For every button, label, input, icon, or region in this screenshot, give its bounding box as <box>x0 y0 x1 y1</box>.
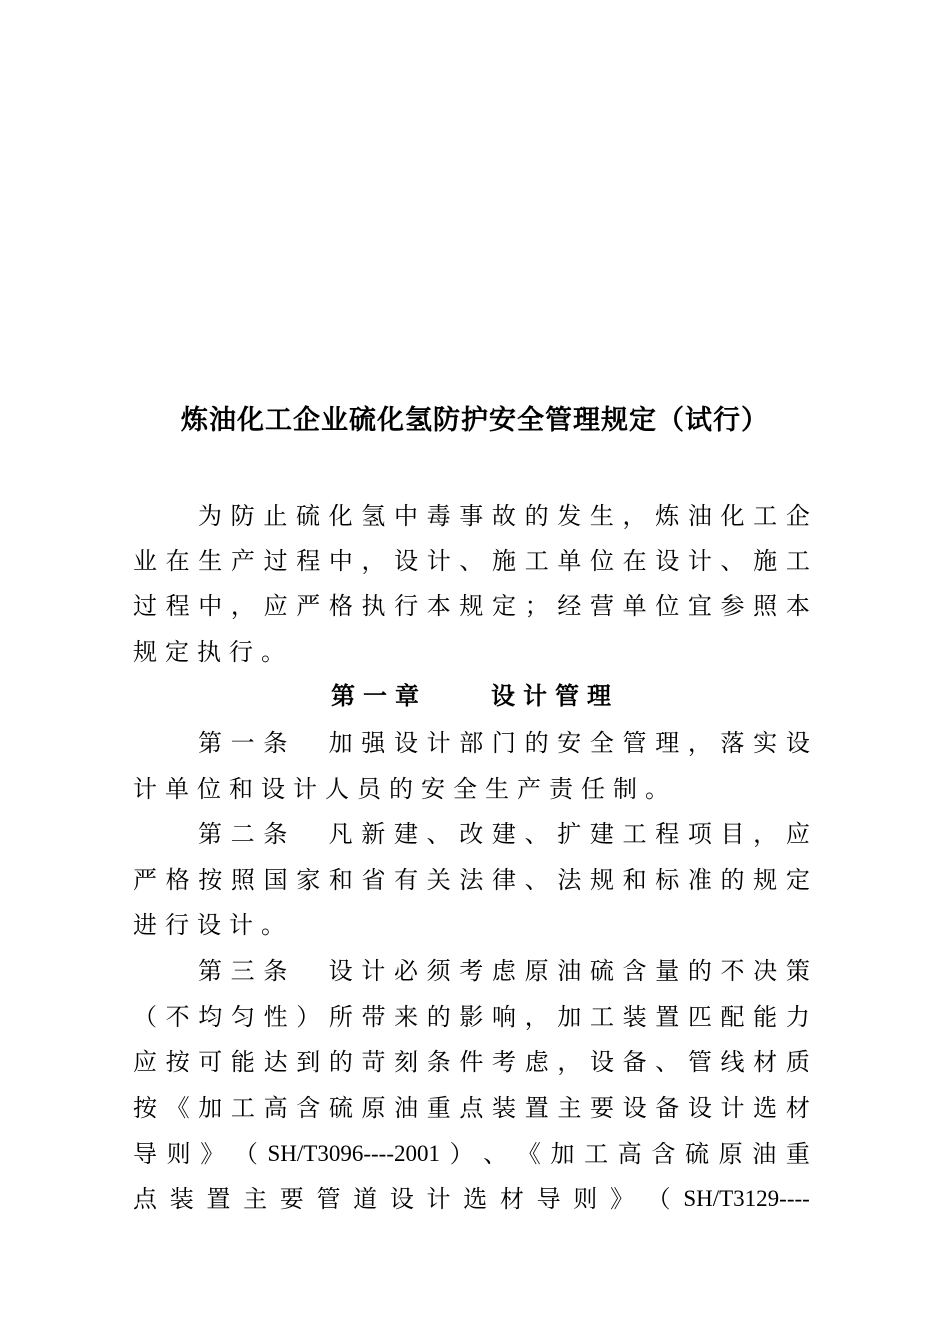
text-glyph: ， <box>230 592 255 620</box>
text-glyph: 加 <box>328 729 353 757</box>
article-line <box>133 766 810 812</box>
text-glyph: 则 <box>573 1185 598 1213</box>
text-glyph: 加 <box>198 1094 223 1122</box>
text-glyph: 的 <box>524 729 549 757</box>
text-glyph: 准 <box>687 866 712 894</box>
text-glyph: SH/T3129---- <box>683 1186 810 1211</box>
text-glyph: 含 <box>651 1140 676 1168</box>
text-glyph <box>296 948 320 994</box>
text-glyph: （ <box>233 1140 258 1168</box>
text-glyph: 强 <box>361 729 386 757</box>
text-glyph: 设 <box>394 547 419 575</box>
text-glyph: 计 <box>687 547 712 575</box>
text-glyph: 和 <box>622 866 647 894</box>
text-glyph: 的 <box>426 1003 451 1031</box>
text-glyph: 虑 <box>524 1048 549 1076</box>
text-glyph: 人 <box>325 775 349 803</box>
text-glyph: 的 <box>687 957 712 985</box>
text-glyph: ， <box>622 502 647 530</box>
text-glyph: 二 <box>230 820 255 848</box>
text-glyph: 设 <box>261 775 285 803</box>
text-glyph: 事 <box>459 502 484 530</box>
paragraph-line <box>133 538 810 584</box>
text-glyph: 工 <box>785 547 810 575</box>
text-glyph: 进 <box>133 911 157 939</box>
text-glyph: 能 <box>230 1048 255 1076</box>
text-glyph: 备 <box>655 1094 680 1122</box>
text-glyph: 的 <box>524 502 549 530</box>
text-glyph: 照 <box>230 866 255 894</box>
text-glyph: 点 <box>133 1185 157 1213</box>
text-glyph: 硫 <box>684 1140 709 1168</box>
article-line <box>198 720 810 766</box>
paragraph-line <box>133 629 810 675</box>
text-glyph: 油 <box>687 502 712 530</box>
text-glyph: 定 <box>492 592 517 620</box>
text-glyph: 须 <box>426 957 451 985</box>
text-glyph: 产 <box>517 775 541 803</box>
text-glyph: 重 <box>785 1140 810 1168</box>
text-glyph: 产 <box>230 547 255 575</box>
text-glyph: ， <box>361 547 386 575</box>
text-glyph: ， <box>753 820 778 848</box>
text-glyph: 高 <box>617 1140 642 1168</box>
text-glyph: 程 <box>165 592 190 620</box>
text-glyph: 条 <box>263 820 288 848</box>
text-glyph: 工 <box>230 1094 255 1122</box>
text-glyph: 导 <box>133 1140 157 1168</box>
text-glyph: 计 <box>426 729 451 757</box>
text-glyph: 重 <box>426 1094 451 1122</box>
text-glyph: 条 <box>426 1048 451 1076</box>
text-glyph: 设 <box>389 1185 414 1213</box>
text-glyph: 能 <box>753 1003 778 1031</box>
text-glyph: 制 <box>613 775 637 803</box>
text-glyph: 配 <box>720 1003 745 1031</box>
text-glyph: 施 <box>492 547 517 575</box>
text-glyph: 工 <box>589 1003 614 1031</box>
text-glyph: 定 <box>785 866 810 894</box>
text-glyph: 第 <box>198 729 222 757</box>
text-glyph: 设 <box>197 911 221 939</box>
text-glyph: 按 <box>133 1094 157 1122</box>
text-glyph: 策 <box>785 957 810 985</box>
text-glyph: 计 <box>361 957 386 985</box>
text-glyph: 中 <box>198 592 223 620</box>
text-glyph: 位 <box>589 547 614 575</box>
text-glyph: 业 <box>133 547 157 575</box>
text-glyph: 新 <box>361 820 386 848</box>
text-glyph: 考 <box>492 1048 517 1076</box>
text-glyph: 原 <box>361 1094 386 1122</box>
text-glyph: ） <box>449 1140 474 1168</box>
text-glyph: 按 <box>198 866 223 894</box>
text-glyph: 生 <box>198 547 223 575</box>
text-glyph: 含 <box>622 957 647 985</box>
text-glyph: 执 <box>197 638 221 666</box>
text-glyph: 设 <box>622 1094 647 1122</box>
text-glyph: 行 <box>394 592 419 620</box>
text-glyph: 设 <box>687 1094 712 1122</box>
text-glyph: 材 <box>753 1048 778 1076</box>
text-glyph: 工 <box>584 1140 609 1168</box>
text-glyph: 防 <box>230 502 255 530</box>
text-glyph: 三 <box>230 957 255 985</box>
text-glyph: 可 <box>198 1048 223 1076</box>
text-glyph: 的 <box>720 866 745 894</box>
text-glyph: 门 <box>491 729 516 757</box>
text-glyph: 的 <box>328 1048 353 1076</box>
text-glyph: 油 <box>752 1140 777 1168</box>
text-glyph: 建 <box>491 820 516 848</box>
text-glyph: 管 <box>622 729 647 757</box>
text-glyph: 按 <box>165 1048 190 1076</box>
text-glyph: 、 <box>459 547 484 575</box>
text-glyph: 决 <box>753 957 778 985</box>
text-glyph: 点 <box>459 1094 484 1122</box>
text-glyph: 中 <box>393 502 418 530</box>
text-glyph: 、 <box>720 547 745 575</box>
text-glyph: 苛 <box>361 1048 386 1076</box>
text-glyph: 应 <box>133 1048 157 1076</box>
text-glyph: 硫 <box>589 957 614 985</box>
text-glyph: 原 <box>718 1140 743 1168</box>
text-glyph: 必 <box>393 957 418 985</box>
text-glyph: 原 <box>524 957 549 985</box>
text-glyph <box>296 720 320 766</box>
text-glyph: 油 <box>557 957 582 985</box>
text-glyph: 规 <box>753 866 778 894</box>
text-glyph: 均 <box>198 1003 223 1031</box>
text-glyph: 、 <box>524 866 549 894</box>
document-title: 炼油化工企业硫化氢防护安全管理规定（试行） <box>181 405 769 436</box>
article-line <box>133 1085 810 1131</box>
text-glyph: ； <box>524 592 549 620</box>
text-glyph: 力 <box>785 1003 810 1031</box>
text-glyph: 质 <box>785 1048 810 1076</box>
article-line <box>133 994 810 1040</box>
text-glyph: 改 <box>459 820 484 848</box>
text-glyph: 应 <box>785 820 810 848</box>
text-glyph: 过 <box>263 547 288 575</box>
text-glyph: 目 <box>720 820 745 848</box>
text-glyph: 到 <box>296 1048 321 1076</box>
text-glyph: 含 <box>296 1094 321 1122</box>
text-glyph: 规 <box>459 592 484 620</box>
text-glyph: 扩 <box>557 820 582 848</box>
text-glyph: 设 <box>328 957 353 985</box>
text-glyph: ） <box>296 1003 321 1031</box>
text-glyph: 设 <box>393 729 418 757</box>
text-glyph: 。 <box>645 775 669 803</box>
text-glyph: 工 <box>524 547 549 575</box>
chapter-heading: 第一章 设计管理 <box>331 682 619 710</box>
text-glyph: 家 <box>296 866 321 894</box>
text-glyph: 选 <box>463 1185 488 1213</box>
text-glyph: 要 <box>589 1094 614 1122</box>
text-glyph: 第 <box>198 957 222 985</box>
text-glyph: 炼 <box>655 502 680 530</box>
text-glyph: ， <box>524 1003 549 1031</box>
text-glyph: 全 <box>453 775 477 803</box>
text-glyph: 建 <box>393 820 418 848</box>
text-glyph: 企 <box>785 502 810 530</box>
text-glyph: 影 <box>459 1003 484 1031</box>
paragraph-line <box>133 583 810 629</box>
article-line <box>133 902 810 948</box>
text-glyph: 规 <box>133 638 157 666</box>
text-glyph: 量 <box>655 957 680 985</box>
text-glyph: 宜 <box>687 592 712 620</box>
text-glyph: 设 <box>589 1048 614 1076</box>
text-glyph: 计 <box>229 911 253 939</box>
text-glyph: 。 <box>261 911 285 939</box>
text-glyph: 氢 <box>361 502 386 530</box>
text-glyph: 材 <box>499 1185 524 1213</box>
text-glyph: 故 <box>491 502 516 530</box>
text-glyph: 、 <box>524 820 549 848</box>
text-glyph: 法 <box>459 866 484 894</box>
text-glyph: 在 <box>622 547 647 575</box>
text-glyph: 线 <box>720 1048 745 1076</box>
text-glyph: 则 <box>166 1140 191 1168</box>
text-glyph: 和 <box>328 866 353 894</box>
text-glyph: 毒 <box>426 502 451 530</box>
text-glyph: 中 <box>328 547 353 575</box>
text-glyph: 计 <box>426 547 451 575</box>
text-glyph: 行 <box>165 911 189 939</box>
article-line <box>198 811 810 857</box>
text-glyph: 营 <box>589 592 614 620</box>
text-glyph: 执 <box>361 592 386 620</box>
text-glyph: 来 <box>394 1003 419 1031</box>
text-glyph: 生 <box>485 775 509 803</box>
text-glyph: 国 <box>263 866 288 894</box>
text-glyph: 》 <box>609 1185 634 1213</box>
text-glyph: 主 <box>243 1185 268 1213</box>
text-glyph: 备 <box>622 1048 647 1076</box>
text-glyph: ， <box>687 729 712 757</box>
text-glyph: 生 <box>589 502 614 530</box>
text-glyph: 设 <box>655 547 680 575</box>
text-glyph: 有 <box>394 866 419 894</box>
text-glyph: 》 <box>200 1140 225 1168</box>
text-glyph: 本 <box>426 592 451 620</box>
text-glyph: 《 <box>516 1140 541 1168</box>
text-glyph: 理 <box>655 729 680 757</box>
text-glyph: 达 <box>263 1048 288 1076</box>
text-glyph: 严 <box>133 866 157 894</box>
text-glyph: 道 <box>353 1185 378 1213</box>
text-glyph: 位 <box>197 775 221 803</box>
article-line <box>133 1039 810 1085</box>
text-glyph: 一 <box>230 729 255 757</box>
text-glyph: 置 <box>655 1003 680 1031</box>
text-glyph: 止 <box>263 502 288 530</box>
text-glyph: 落 <box>720 729 745 757</box>
text-glyph: 响 <box>492 1003 517 1031</box>
text-glyph: 加 <box>557 1003 582 1031</box>
text-glyph: 经 <box>557 592 582 620</box>
text-glyph: 照 <box>753 592 778 620</box>
text-glyph: 发 <box>557 502 582 530</box>
text-glyph: 单 <box>165 775 189 803</box>
text-glyph: 管 <box>316 1185 341 1213</box>
text-glyph: 考 <box>459 957 484 985</box>
text-glyph: 工 <box>622 820 647 848</box>
text-glyph: 条 <box>263 957 288 985</box>
text-glyph: 程 <box>296 547 321 575</box>
text-glyph: 虑 <box>491 957 516 985</box>
text-glyph: 部 <box>459 729 484 757</box>
article-line <box>133 1131 810 1177</box>
text-glyph: 带 <box>361 1003 386 1031</box>
text-glyph: 实 <box>753 729 778 757</box>
article-line <box>133 857 810 903</box>
text-glyph: 计 <box>133 775 157 803</box>
text-glyph: 为 <box>198 502 222 530</box>
text-glyph: 。 <box>261 638 285 666</box>
text-glyph: 材 <box>785 1094 810 1122</box>
text-glyph: 应 <box>263 592 288 620</box>
article-line <box>198 948 810 994</box>
text-glyph: 凡 <box>328 820 353 848</box>
text-glyph: 计 <box>426 1185 451 1213</box>
text-glyph: 行 <box>229 638 253 666</box>
text-glyph: 工 <box>753 502 778 530</box>
text-glyph <box>296 811 320 857</box>
text-glyph: 、 <box>483 1140 508 1168</box>
text-glyph: 位 <box>655 592 680 620</box>
text-glyph: 规 <box>589 866 614 894</box>
text-glyph: 所 <box>328 1003 353 1031</box>
text-glyph: 计 <box>293 775 317 803</box>
text-glyph: 匀 <box>230 1003 255 1031</box>
text-glyph: 设 <box>785 729 810 757</box>
text-glyph: 件 <box>459 1048 484 1076</box>
text-glyph: 本 <box>785 592 810 620</box>
text-glyph: 格 <box>328 592 353 620</box>
text-glyph: 法 <box>557 866 582 894</box>
text-glyph: 要 <box>279 1185 304 1213</box>
text-glyph: 责 <box>549 775 573 803</box>
text-glyph: 高 <box>263 1094 288 1122</box>
text-glyph: 省 <box>361 866 386 894</box>
text-glyph: 置 <box>524 1094 549 1122</box>
text-glyph: 标 <box>655 866 680 894</box>
text-glyph: 选 <box>753 1094 778 1122</box>
text-glyph: 《 <box>165 1094 190 1122</box>
text-glyph: ， <box>557 1048 582 1076</box>
article-line <box>133 1176 810 1222</box>
text-glyph: 单 <box>557 547 582 575</box>
text-glyph: 全 <box>589 729 614 757</box>
text-glyph: 装 <box>492 1094 517 1122</box>
text-glyph: 员 <box>357 775 381 803</box>
text-glyph: 、 <box>426 820 451 848</box>
text-glyph: 化 <box>720 502 745 530</box>
text-glyph: 装 <box>622 1003 647 1031</box>
text-glyph: 安 <box>557 729 582 757</box>
text-glyph: （ <box>646 1185 671 1213</box>
text-glyph: 定 <box>165 638 189 666</box>
text-glyph: 导 <box>536 1185 561 1213</box>
text-glyph: 建 <box>589 820 614 848</box>
text-glyph: 不 <box>165 1003 190 1031</box>
text-glyph: 过 <box>133 592 157 620</box>
text-glyph: 计 <box>720 1094 745 1122</box>
text-glyph: 化 <box>328 502 353 530</box>
paragraph-line <box>198 493 810 539</box>
text-glyph: 在 <box>165 547 190 575</box>
text-glyph: 不 <box>720 957 745 985</box>
text-glyph: 硫 <box>328 1094 353 1122</box>
text-glyph: 性 <box>263 1003 288 1031</box>
text-glyph: 和 <box>229 775 253 803</box>
text-glyph: 条 <box>263 729 288 757</box>
text-glyph: 主 <box>557 1094 582 1122</box>
text-glyph: 参 <box>720 592 745 620</box>
text-glyph: 格 <box>165 866 190 894</box>
text-glyph: 关 <box>426 866 451 894</box>
text-glyph: 施 <box>753 547 778 575</box>
text-glyph: 油 <box>394 1094 419 1122</box>
text-glyph: 程 <box>655 820 680 848</box>
text-glyph: 安 <box>421 775 445 803</box>
text-glyph: 刻 <box>394 1048 419 1076</box>
text-glyph: 、 <box>655 1048 680 1076</box>
text-glyph: 第 <box>198 820 222 848</box>
text-glyph: 管 <box>687 1048 712 1076</box>
text-glyph: （ <box>133 1003 157 1031</box>
text-glyph: 项 <box>687 820 712 848</box>
text-glyph: 律 <box>492 866 517 894</box>
text-glyph: 任 <box>581 775 605 803</box>
text-glyph: 单 <box>622 592 647 620</box>
text-glyph: 硫 <box>295 502 320 530</box>
text-glyph: 装 <box>169 1185 194 1213</box>
text-glyph: 加 <box>550 1140 575 1168</box>
text-glyph: SH/T3096----2001 <box>267 1141 440 1166</box>
text-glyph: 匹 <box>687 1003 712 1031</box>
text-glyph: 置 <box>206 1185 231 1213</box>
text-glyph: 的 <box>389 775 413 803</box>
text-glyph: 严 <box>296 592 321 620</box>
